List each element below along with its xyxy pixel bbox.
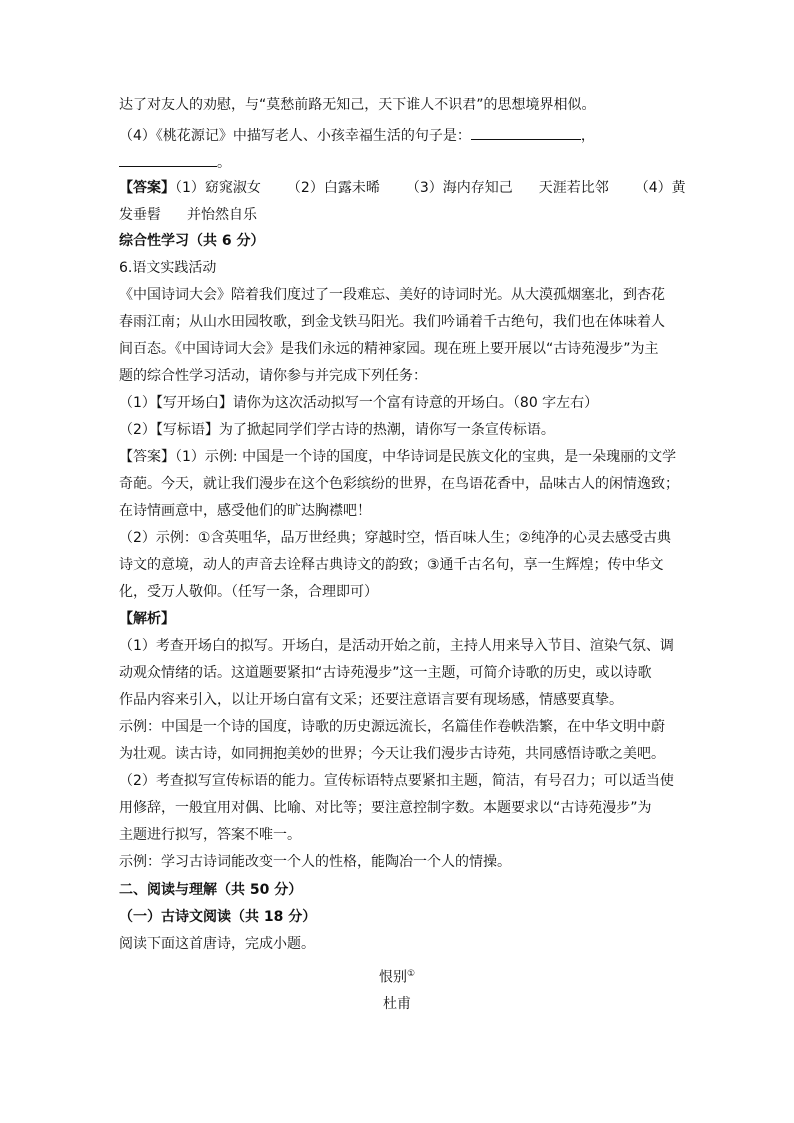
answer-item: （2）白露未晞: [286, 180, 380, 196]
answer-paragraph-line: 【答案】（1）示例: 中国是一个诗的国度，中华诗词是民族文化的宝典，是一朵瑰丽的文学: [119, 449, 677, 465]
poem-author: 杜甫: [383, 996, 411, 1012]
analysis-line: 示例：学习古诗词能改变一个人的性格，能陶冶一个人的情操。: [119, 854, 511, 870]
answer-item: （4）黄: [634, 180, 686, 196]
reading-intro: 阅读下面这首唐诗，完成小题。: [119, 936, 315, 952]
part-2-title: 二、阅读与理解（共 50 分）: [119, 882, 303, 898]
analysis-line: （2）考查拟写宣传标语的能力。宣传标语特点要紧扣主题，简洁，有号召力；可以适当使: [119, 773, 674, 789]
question-6-title: 6.语文实践活动: [119, 260, 217, 276]
punctuation: 。: [217, 155, 231, 171]
analysis-line: 为壮观。读古诗，如同拥抱美妙的世界；今天让我们漫步古诗苑，共同感悟诗歌之美吧。: [119, 746, 665, 762]
analysis-line: 主题进行拟写，答案不唯一。: [119, 827, 301, 843]
answer-paragraph-line: （2）示例：①含英咀华，品万世经典；穿越时空，悟百味人生；②纯净的心灵去感受古典: [119, 530, 672, 546]
analysis-line: 动观众情绪的话。这道题要紧扣“古诗苑漫步”这一主题，可简介诗歌的历史，或以诗歌: [119, 665, 652, 681]
paragraph-line: 春雨江南；从山水田园牧歌，到金戈铁马阳光。我们吟诵着千古绝句，我们也在体味着人: [119, 314, 665, 330]
analysis-line: 作品内容来引入，以让开场白富有文采；还要注意语言要有现场感，情感要真挚。: [119, 692, 623, 708]
answer-item: 天涯若比邻: [538, 180, 609, 196]
answer-paragraph-line: 化，受万人敬仰。（任写一条，合理即可）: [119, 584, 378, 600]
question-4-text: （4）《桃花源记》中描写老人、小孩幸福生活的句子是：: [119, 128, 471, 144]
footnote-marker: ①: [406, 969, 416, 979]
task-1: （1）【写开场白】请你为这次活动拟写一个富有诗意的开场白。（80 字左右）: [119, 395, 599, 411]
paragraph-line: 间百态。《中国诗词大会》是我们永远的精神家园。现在班上要开展以“古诗苑漫步”为主: [119, 341, 659, 357]
answer-item: （1）窈窕淑女: [175, 180, 261, 196]
analysis-line: 用修辞，一般宜用对偶、比喻、对比等；要注意控制字数。本题要求以“古诗苑漫步”为: [119, 800, 652, 816]
answer-item: 发垂髫: [119, 207, 161, 223]
answer-line: [119, 178, 686, 198]
punctuation: ，: [580, 128, 595, 144]
answer-paragraph-line: 奇葩。今天，就让我们漫步在这个色彩缤纷的世界，在鸟语花香中，品味古人的闲情逸致；: [119, 476, 679, 492]
part-2-1-title: （一）古诗文阅读（共 18 分）: [119, 909, 317, 925]
paragraph-line: 题的综合性学习活动，请你参与并完成下列任务：: [119, 368, 427, 384]
paragraph-line: 《中国诗词大会》陪着我们度过了一段难忘、美好的诗词时光。从大漠孤烟塞北，到杏花: [119, 287, 665, 303]
answer-line-cont: [119, 205, 257, 225]
question-4-line: [119, 125, 595, 146]
answer-paragraph-line: 在诗情画意中，感受他们的旷达胸襟吧！: [119, 503, 371, 519]
poem-title: [0, 964, 794, 988]
answer-label: 【答案】: [119, 180, 175, 196]
analysis-line: （1）考查开场白的拟写。开场白，是活动开始之前，主持人用来导入节目、渲染气氛、调: [119, 638, 674, 654]
section-title: 综合性学习（共 6 分）: [119, 233, 265, 249]
analysis-line: 示例：中国是一个诗的国度，诗歌的历史源远流长，名篇佳作卷帙浩繁，在中华文明中蔚: [119, 719, 665, 735]
poem-title-text: 恨别: [378, 969, 407, 986]
blank-line: [119, 152, 231, 173]
answer-item: （3）海内存知己: [405, 180, 513, 196]
text-line: 达了对友人的劝慰，与“莫愁前路无知己，天下谁人不识君”的思想境界相似。: [119, 97, 596, 113]
answer-paragraph-line: 诗文的意境，动人的声音去诠释古典诗文的韵致；③通千古名句，享一生辉煌；传中华文: [119, 557, 664, 573]
answer-item: 并怡然自乐: [187, 207, 257, 223]
analysis-label: 【解析】: [119, 611, 175, 627]
task-2: （2）【写标语】为了掀起同学们学古诗的热潮，请你写一条宣传标语。: [119, 422, 555, 438]
answer-blank: [471, 125, 581, 140]
answer-blank: [119, 152, 217, 167]
